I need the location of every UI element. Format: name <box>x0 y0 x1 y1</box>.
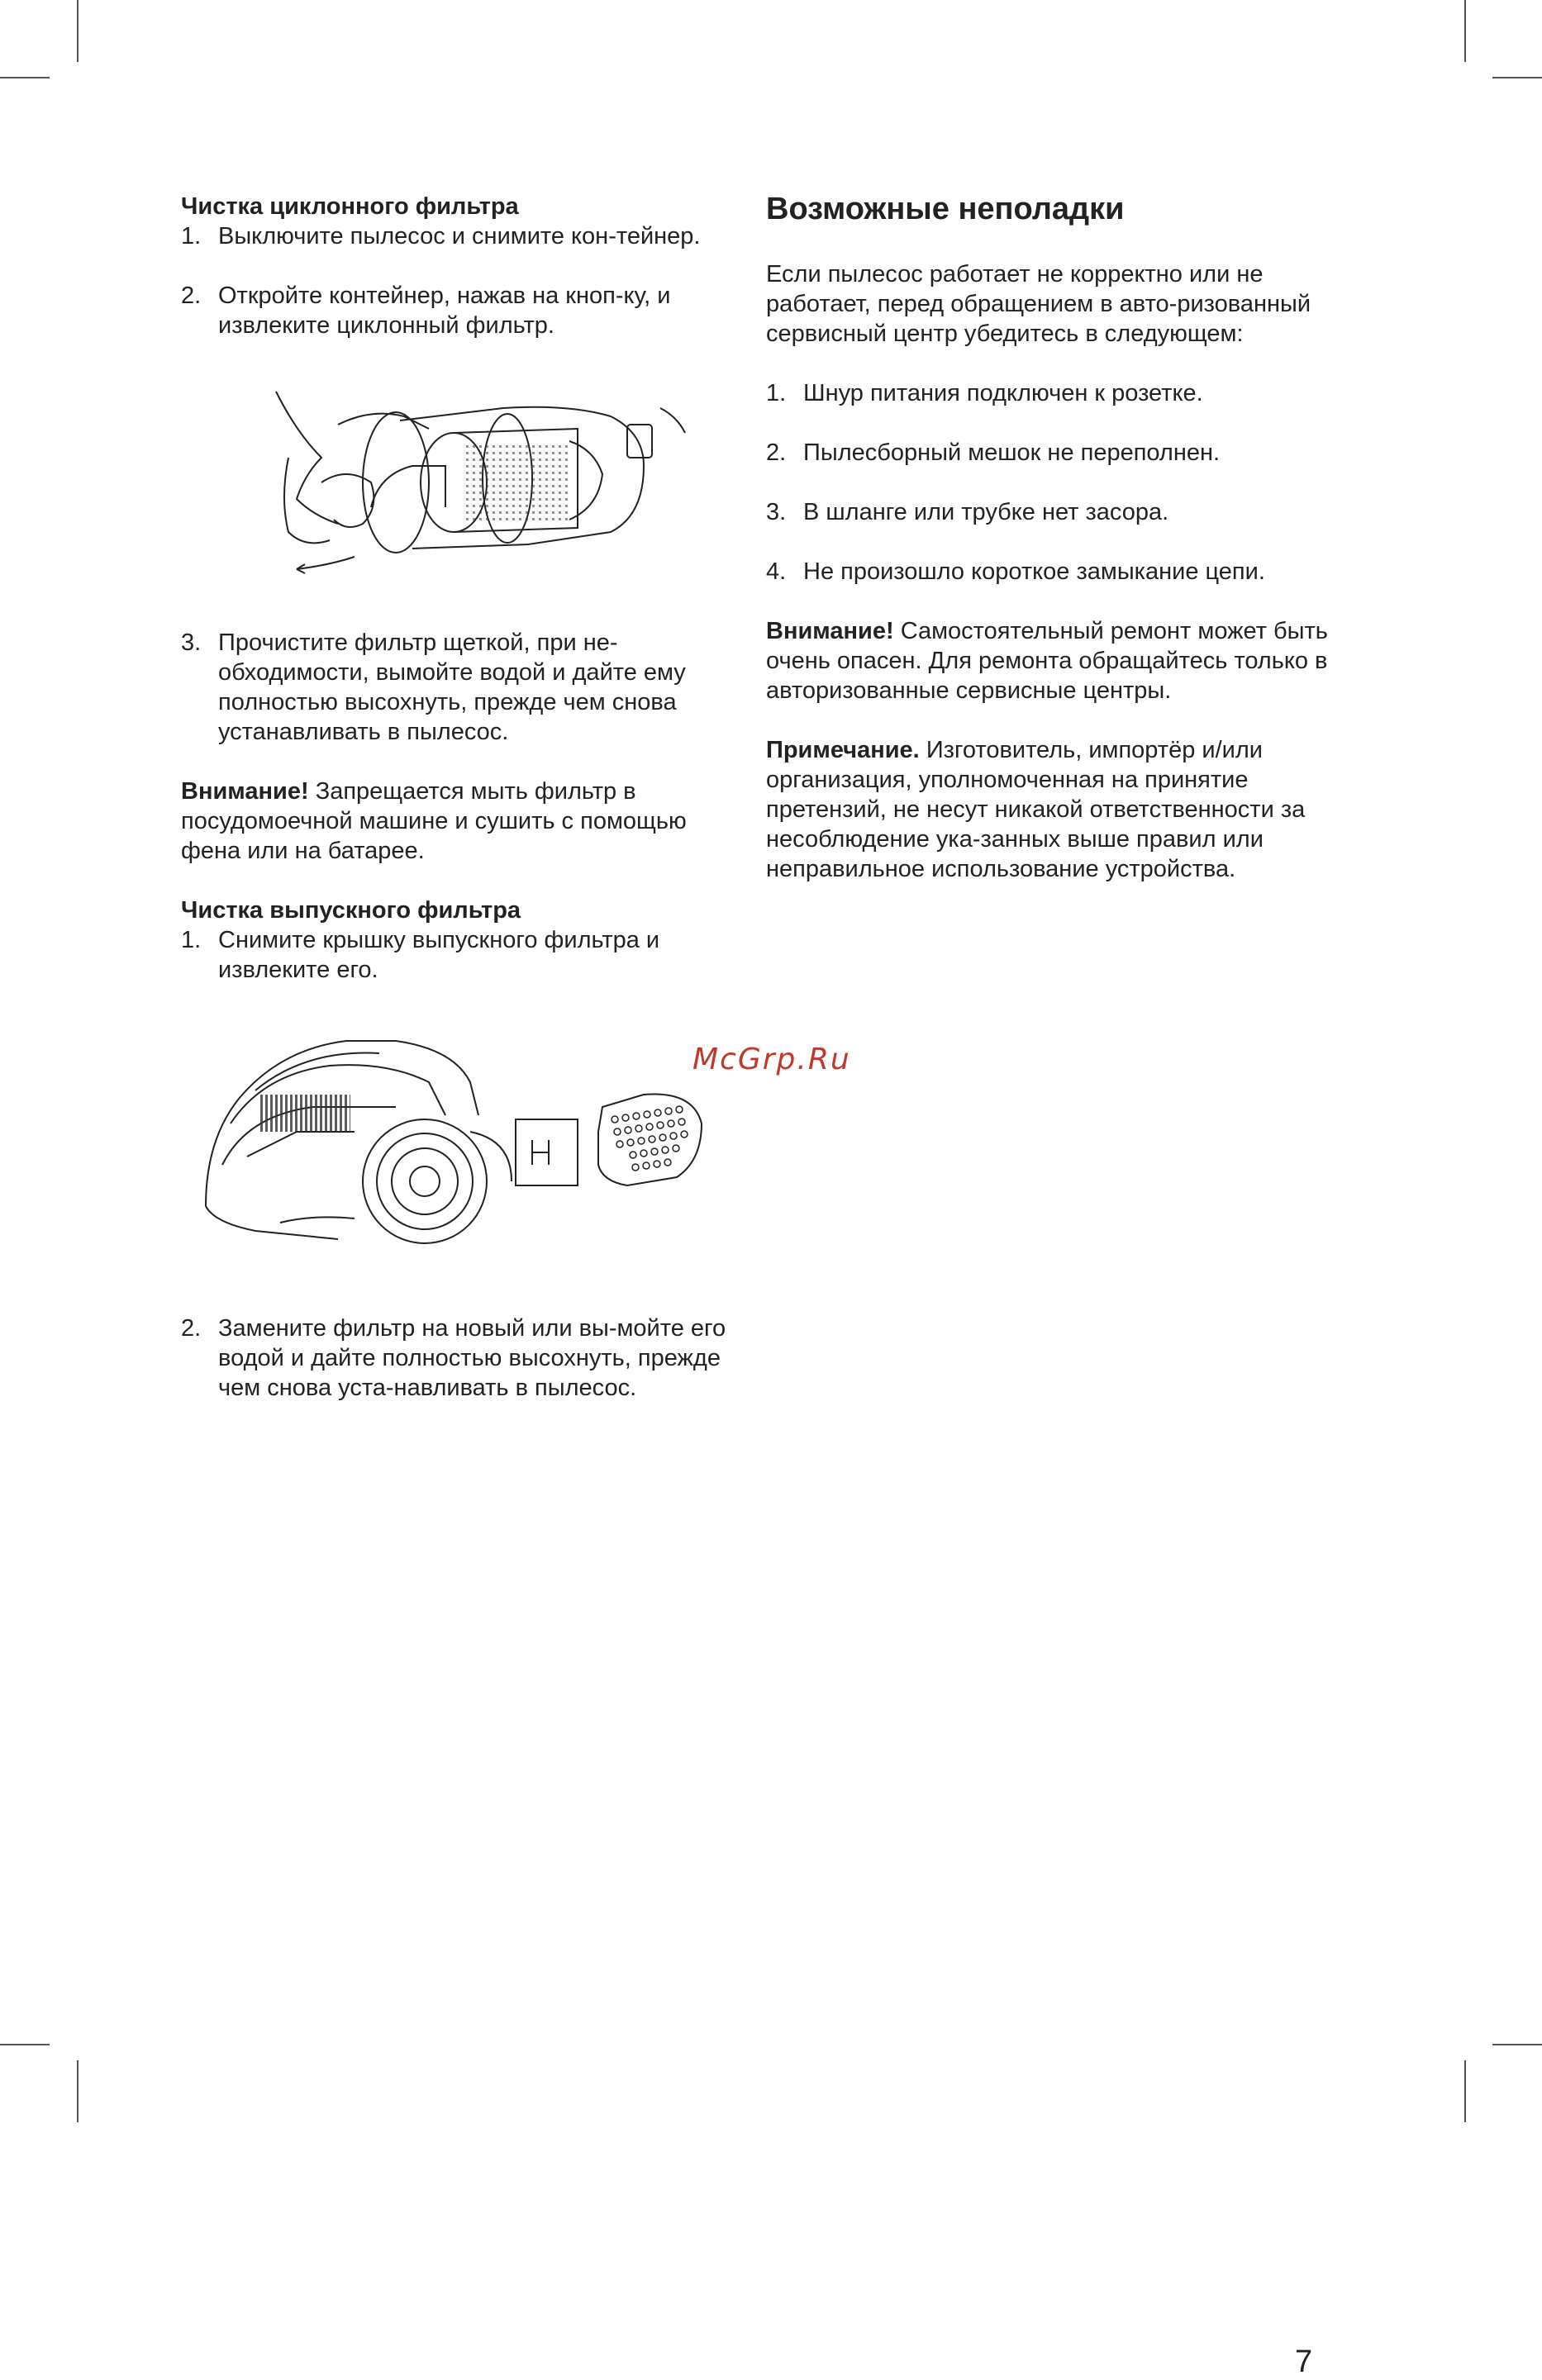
warning-paragraph <box>181 777 726 866</box>
crop-mark <box>77 2060 79 2122</box>
warning-paragraph <box>766 616 1344 705</box>
list-item <box>766 557 1344 587</box>
crop-mark <box>0 77 50 78</box>
crop-mark <box>77 0 79 62</box>
crop-mark <box>1492 2044 1542 2045</box>
item-text: Снимите крышку выпускного фильтра и извлеките его. <box>218 927 660 983</box>
list-item <box>181 925 726 985</box>
item-number: 1. <box>766 380 787 406</box>
note-text: Изготовитель, импортёр и/или организация, уполномоченная на принятие претензий, не несут никакой ответственности за несоблюдение ука-занных выше правил или неправильное использование устройства. <box>766 737 1306 882</box>
list-item <box>766 378 1344 408</box>
item-number: 2. <box>181 283 202 309</box>
item-text: Замените фильтр на новый или вы-мойте его водой и дайте полностью высохнуть, прежде чем снова уста-навливать в пылесос. <box>218 1315 726 1401</box>
item-number: 3. <box>181 629 202 656</box>
crop-mark <box>1464 2060 1466 2122</box>
warning-label: Внимание! <box>181 778 309 805</box>
item-number: 2. <box>181 1315 202 1342</box>
list-item <box>181 281 726 340</box>
item-text: Выключите пылесос и снимите кон-тейнер. <box>218 223 701 249</box>
list-item <box>766 497 1344 527</box>
item-text: В шланге или трубке нет засора. <box>803 499 1169 525</box>
warning-label: Внимание! <box>766 618 894 644</box>
intro-paragraph: Если пылесос работает не корректно или не работает, перед обращением в авто-ризованный сервисный центр убедитесь в следующем: <box>766 261 1311 347</box>
page-title: Возможные неполадки <box>766 192 1125 226</box>
item-number: 1. <box>181 223 202 249</box>
list-item <box>766 438 1344 468</box>
crop-mark <box>1492 77 1542 78</box>
left-column <box>181 192 726 1403</box>
page-number: 7 <box>1295 2344 1313 2379</box>
crop-mark <box>1464 0 1466 62</box>
item-text: Прочистите фильтр щеткой, при не-обходимости, вымойте водой и дайте ему полностью высохнуть, прежде чем снова устанавливать в пылесос. <box>218 629 686 745</box>
list-item <box>181 628 726 747</box>
item-text: Откройте контейнер, нажав на кноп-ку, и извлеките циклонный фильтр. <box>218 283 671 339</box>
note-paragraph <box>766 735 1344 884</box>
list-item <box>181 221 726 251</box>
list-item <box>181 1314 726 1403</box>
item-number: 2. <box>766 439 787 466</box>
cyclone-filter-illustration <box>181 359 726 606</box>
item-text: Шнур питания подключен к розетке. <box>803 380 1203 406</box>
crop-mark <box>0 2044 50 2045</box>
section-title-exhaust-filter: Чистка выпускного фильтра <box>181 897 521 924</box>
item-number: 1. <box>181 927 202 953</box>
warning-text: Самостоятельный ремонт может быть очень опасен. Для ремонта обращайтесь только в авторизованные сервисные центры. <box>766 618 1328 704</box>
item-text: Пылесборный мешок не переполнен. <box>803 439 1221 466</box>
right-column <box>766 192 1344 884</box>
section-title-cyclone-filter: Чистка циклонного фильтра <box>181 193 519 220</box>
exhaust-filter-illustration <box>181 1016 726 1280</box>
item-number: 3. <box>766 499 787 525</box>
item-text: Не произошло короткое замыкание цепи. <box>803 558 1265 585</box>
item-number: 4. <box>766 558 787 585</box>
note-label: Примечание. <box>766 737 920 763</box>
watermark: McGrp.Ru <box>692 1043 851 1076</box>
warning-text: Запрещается мыть фильтр в посудомоечной машине и сушить с помощью фена или на батарее. <box>181 778 687 864</box>
